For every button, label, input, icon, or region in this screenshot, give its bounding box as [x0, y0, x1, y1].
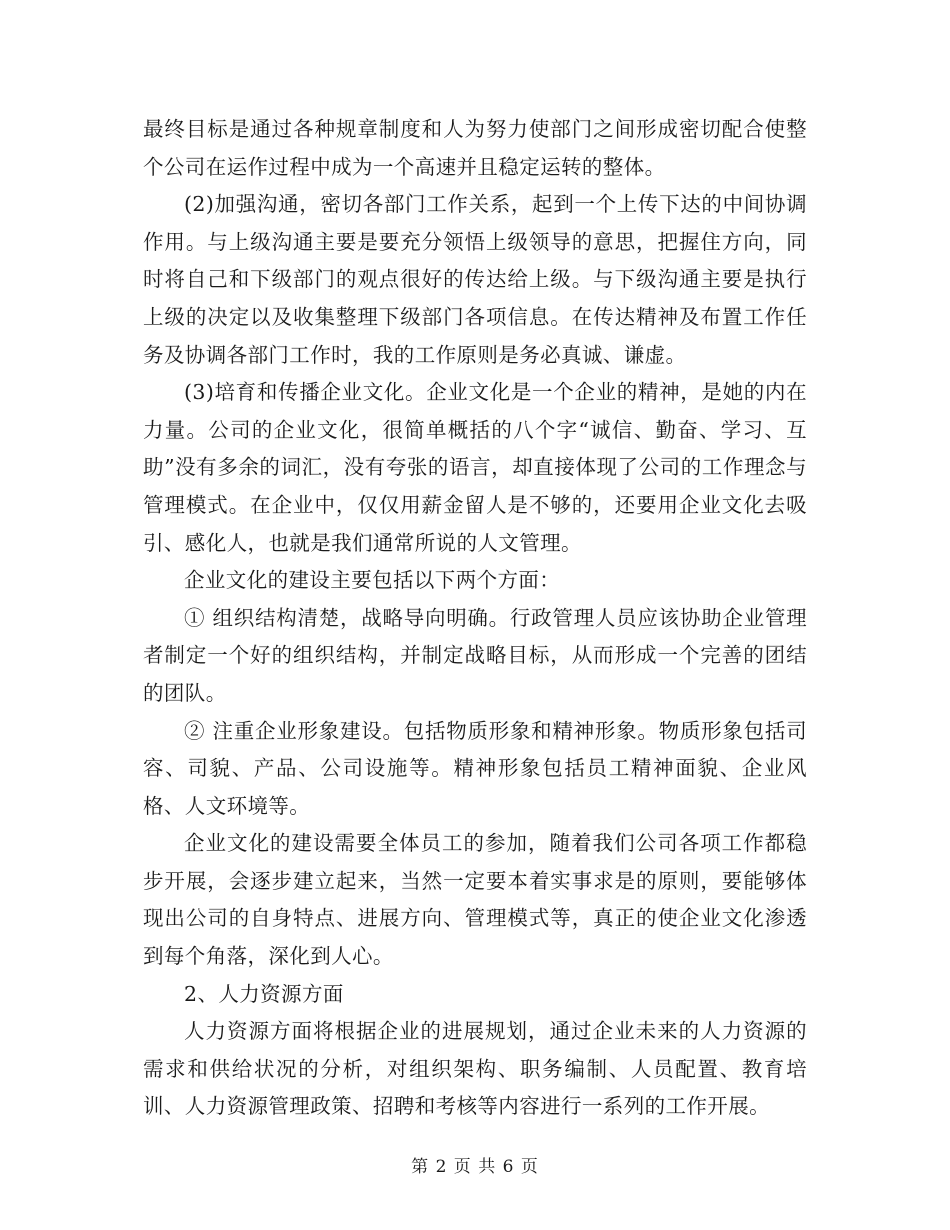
paragraph: 企业文化的建设需要全体员工的参加，随着我们公司各项工作都稳步开展，会逐步建立起来，当然一定要本着实事求是的原则，要能够体现出公司的自身特点、进展方向、管理模式等，真正的使企业文化渗透到每个角落，深化到人心。 [143, 831, 807, 969]
paragraph: (3)培育和传播企业文化。企业文化是一个企业的精神，是她的内在力量。公司的企业文化，很简单概括的八个字“诚信、勤奋、学习、互助”没有多余的词汇，没有夸张的语言，却直接体现了公司的工作理念与管理模式。在企业中，仅仅用薪金留人是不够的，还要用企业文化去吸引、感化人，也就是我们通常所说的人文管理。 [143, 380, 807, 555]
paragraph: 人力资源方面将根据企业的进展规划，通过企业未来的人力资源的需求和供给状况的分析，对组织架构、职务编制、人员配置、教育培训、人力资源管理政策、招聘和考核等内容进行一系列的工作开展。 [143, 1019, 807, 1119]
page-footer: 第 2 页 共 6 页 [411, 1157, 539, 1177]
section-heading: 2、人力资源方面 [184, 981, 344, 1006]
paragraph: (2)加强沟通，密切各部门工作关系，起到一个上传下达的中间协调作用。与上级沟通主要是要充分领悟上级领导的意思，把握住方向，同时将自己和下级部门的观点很好的传达给上级。与下级沟通主要是执行上级的决定以及收集整理下级部门各项信息。在传达精神及布置工作任务及协调各部门工作时，我的工作原则是务必真诚、谦虚。 [143, 192, 807, 367]
paragraph: 最终目标是通过各种规章制度和人为努力使部门之间形成密切配合使整个公司在运作过程中成为一个高速并且稳定运转的整体。 [143, 117, 807, 179]
document-body [143, 111, 807, 1126]
list-item-paragraph: ① 组织结构清楚，战略导向明确。行政管理人员应该协助企业管理者制定一个好的组织结构，并制定战略目标，从而形成一个完善的团结的团队。 [143, 605, 807, 705]
paragraph: 企业文化的建设主要包括以下两个方面： [184, 568, 561, 593]
list-item-paragraph: ② 注重企业形象建设。包括物质形象和精神形象。物质形象包括司容、司貌、产品、公司设施等。精神形象包括员工精神面貌、企业风格、人文环境等。 [143, 718, 807, 818]
